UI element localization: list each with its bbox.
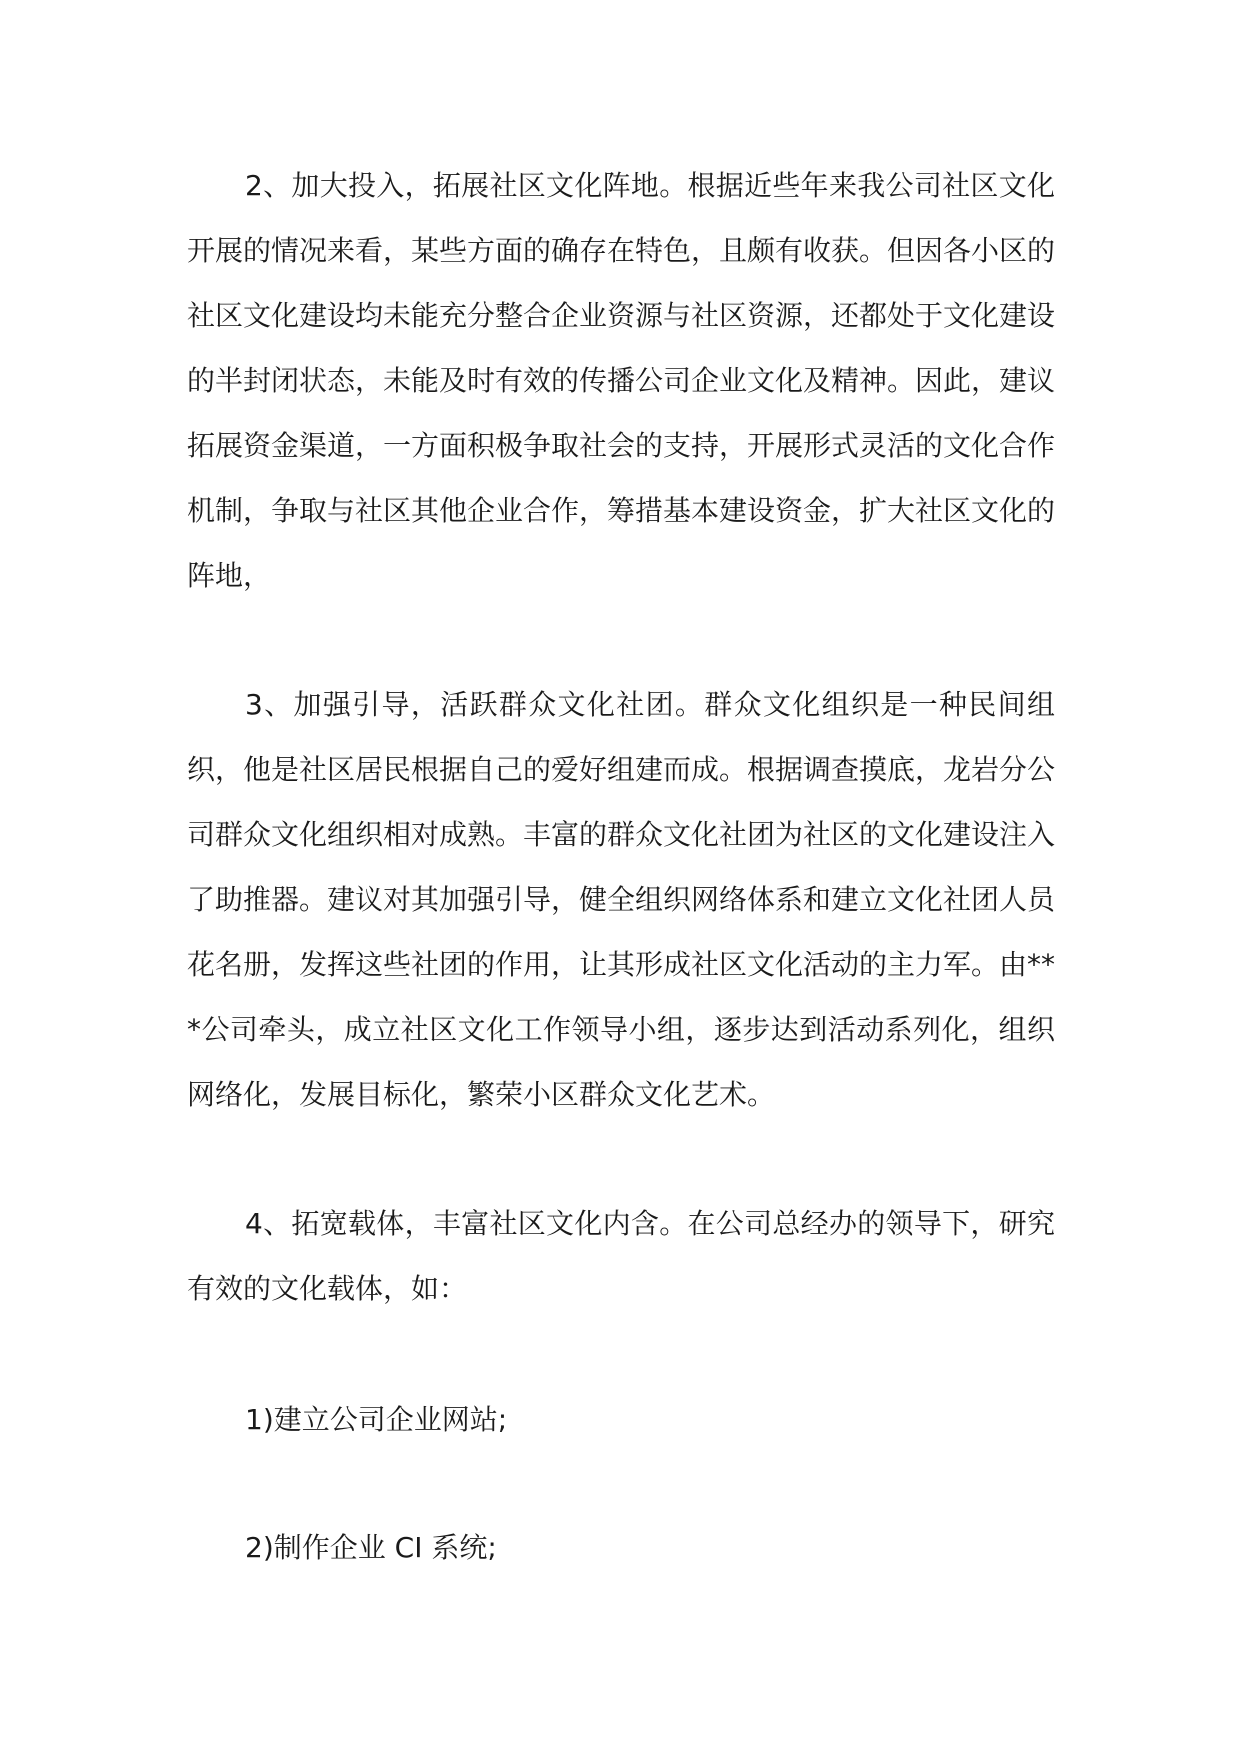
paragraph-culture-carriers: 4、拓宽载体，丰富社区文化内含。在公司总经办的领导下，研究有效的文化载体，如： bbox=[187, 1207, 1055, 1305]
paragraph-mass-culture-groups: 3、加强引导，活跃群众文化社团。群众文化组织是一种民间组织，他是社区居民根据自己的爱好组建而成。根据调查摸底，龙岩分公司群众文化组织相对成熟。丰富的群众文化社团为社区的文化建设注入了助推器。建议对其加强引导，健全组织网络体系和建立文化社团人员花名册，发挥这些社团的作用，让其形成社区文化活动的主力军。由***公司牵头，成立社区文化工作领导小组，逐步达到活动系列化，组织网络化，发展目标化，繁荣小区群众文化艺术。 bbox=[187, 688, 1056, 1111]
list-item-ci-system: 2)制作企业 CI 系统; bbox=[245, 1531, 497, 1564]
list-item-company-website: 1)建立公司企业网站; bbox=[245, 1403, 508, 1436]
paragraph-community-culture-venue: 2、加大投入，拓展社区文化阵地。根据近些年来我公司社区文化开展的情况来看，某些方面的确存在特色，且颇有收获。但因各小区的社区文化建设均未能充分整合企业资源与社区资源，还都处于文化建设的半封闭状态，未能及时有效的传播公司企业文化及精神。因此，建议拓展资金渠道，一方面积极争取社会的支持，开展形式灵活的文化合作机制，争取与社区其他企业合作，筹措基本建设资金，扩大社区文化的阵地， bbox=[187, 169, 1056, 592]
